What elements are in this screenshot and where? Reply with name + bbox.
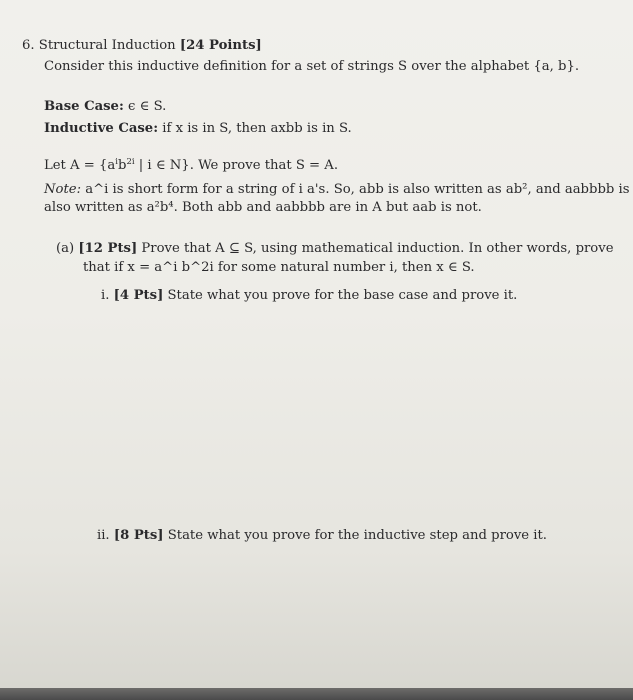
inductive-case-text: if x is in S, then axbb is in S. (162, 121, 352, 136)
question-heading (22, 38, 262, 54)
intro-text: Consider this inductive definition for a set of strings S over the alphabet {a, b}. (44, 59, 580, 74)
part-a-text-2: that if x = a^i b^2i for some natural number i, then x ∈ S. (83, 260, 475, 275)
part-a-points: [12 Pts] (78, 241, 138, 256)
question-points: [24 Points] (179, 38, 262, 53)
part-a-label: (a) (56, 241, 75, 256)
let-a-pre: Let A = {a (44, 158, 116, 173)
part-i-line (101, 288, 517, 304)
part-a-line-1 (56, 241, 614, 257)
let-a-post: | i ∈ N}. We prove that S = A. (134, 158, 339, 173)
note-text-1: a^i is short form for a string of i a's. So, abb is also written as ab², and aabbbb is (85, 182, 630, 197)
inductive-case-label: Inductive Case: (44, 121, 159, 136)
inductive-case-line (44, 121, 352, 137)
part-ii-line (97, 528, 547, 544)
base-case-label: Base Case: (44, 99, 124, 114)
let-a-line (44, 158, 338, 174)
question-number: 6. (22, 38, 35, 53)
base-case-text: ϵ ∈ S. (128, 99, 167, 114)
note-line-1 (44, 182, 630, 198)
let-a-sup-2i: 2i (126, 157, 135, 167)
part-ii-text: State what you prove for the inductive step and prove it. (167, 528, 548, 543)
base-case-line (44, 99, 166, 115)
note-label: Note: (44, 182, 82, 197)
table-edge (0, 688, 633, 700)
question-title: Structural Induction (38, 38, 176, 53)
let-a-sup-i: i (115, 157, 118, 167)
part-ii-points: [8 Pts] (113, 528, 164, 543)
part-i-text: State what you prove for the base case and prove it. (167, 288, 518, 303)
part-a-line-2 (83, 260, 475, 276)
part-i-label: i. (101, 288, 110, 303)
note-text-2: also written as a²b⁴. Both abb and aabbbb are in A but aab is not. (44, 200, 482, 215)
let-a-b: b (117, 158, 127, 173)
part-a-text-1: Prove that A ⊆ S, using mathematical induction. In other words, prove (141, 241, 614, 256)
part-ii-label: ii. (97, 528, 110, 543)
part-i-points: [4 Pts] (113, 288, 164, 303)
note-line-2 (44, 200, 482, 216)
question-intro (44, 59, 579, 75)
answer-space-part-ii[interactable] (0, 550, 633, 680)
answer-space-part-i[interactable] (0, 310, 633, 520)
